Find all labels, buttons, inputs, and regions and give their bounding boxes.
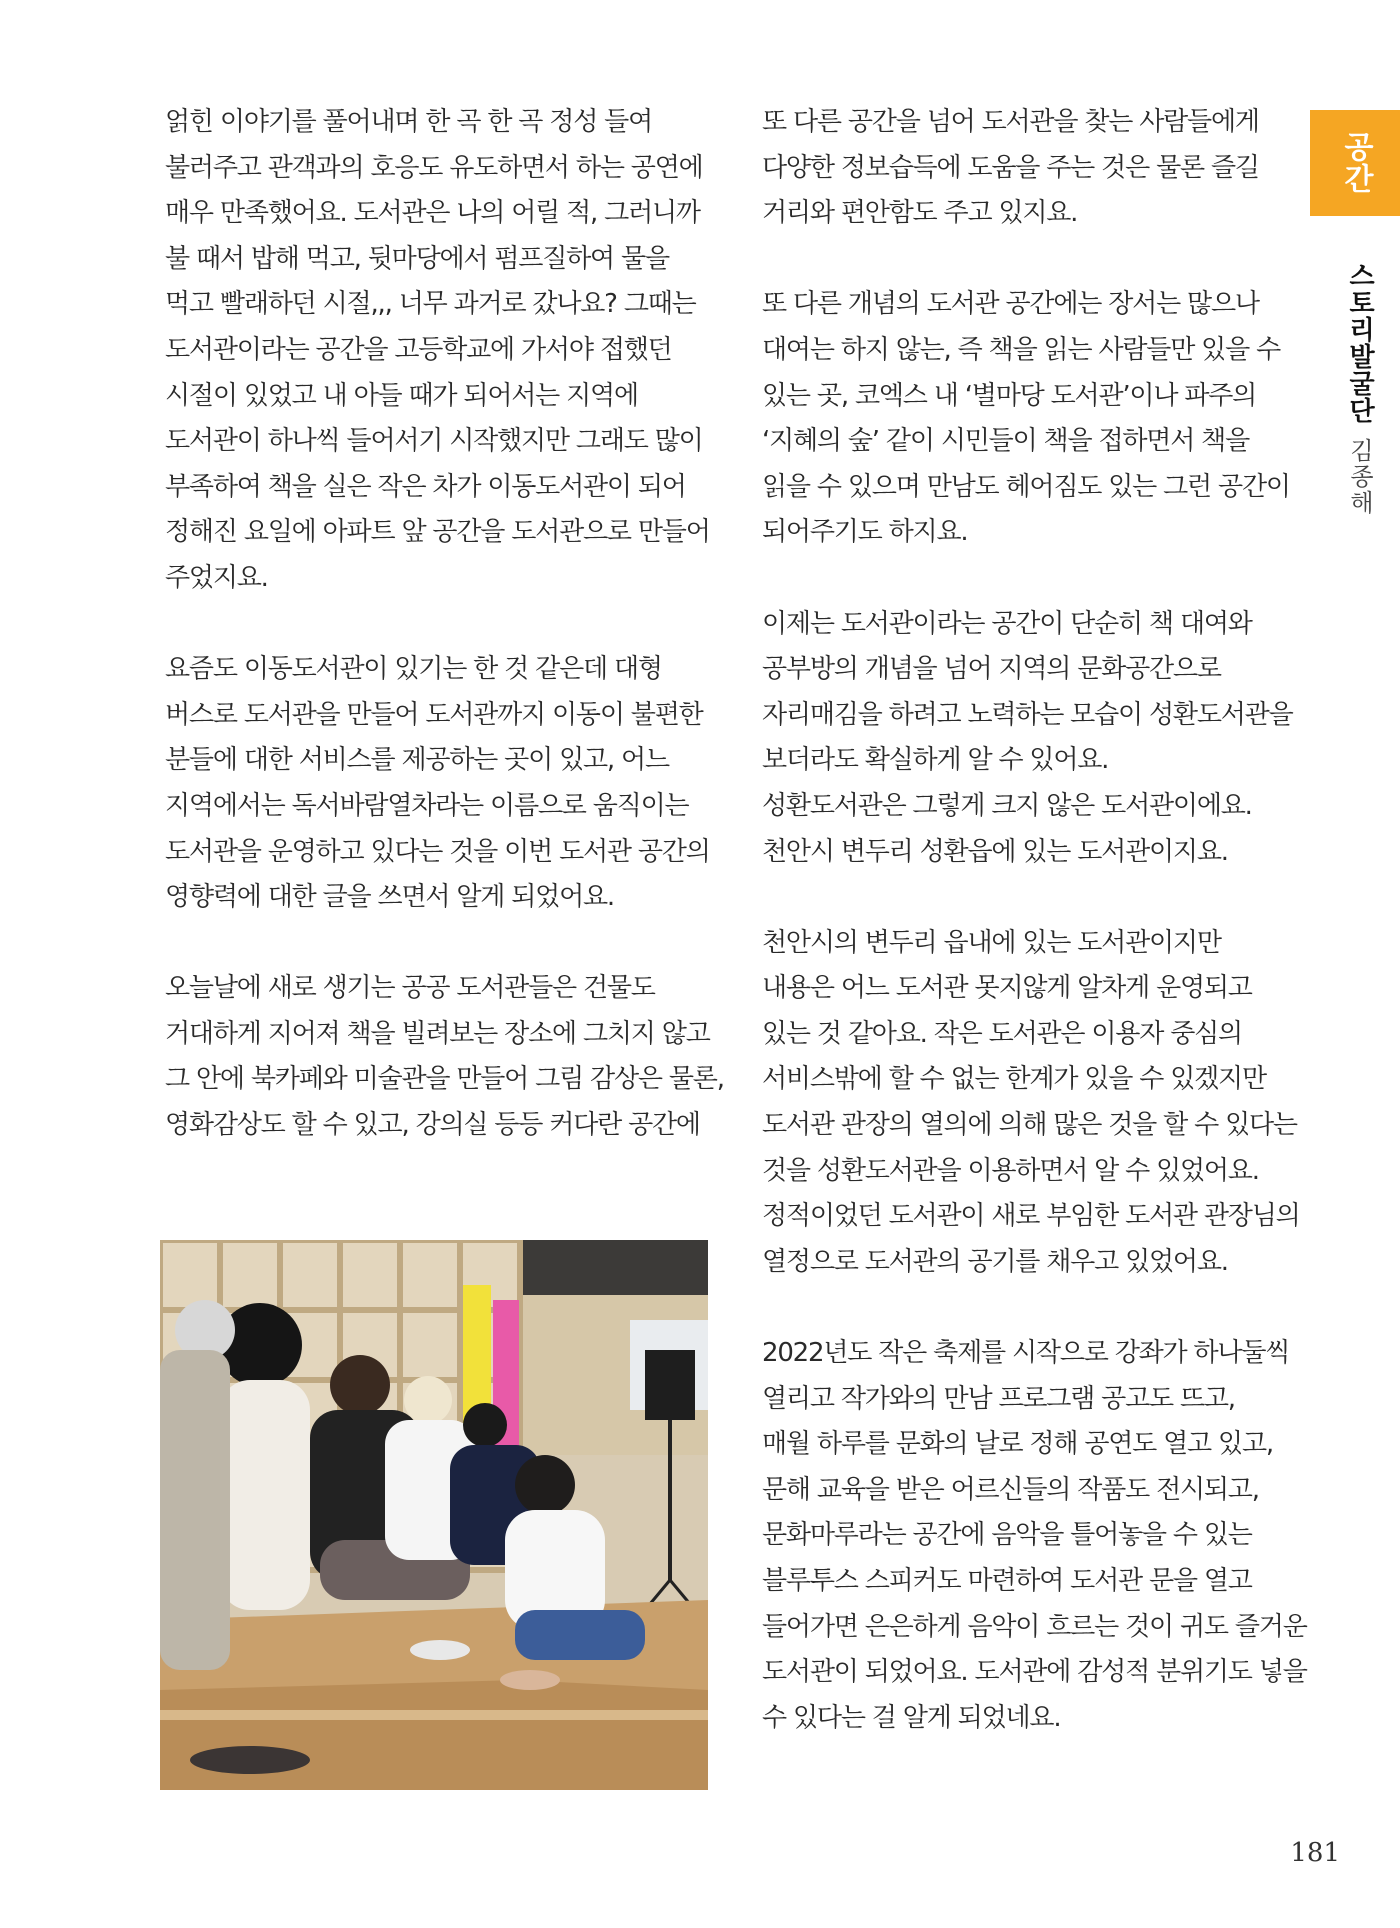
- text-line: 주었지요.: [165, 562, 268, 593]
- text-line: 또 다른 개념의 도서관 공간에는 장서는 많으나: [762, 289, 1259, 320]
- text-line: 것을 성환도서관을 이용하면서 알 수 있었어요.: [762, 1155, 1259, 1186]
- text-line: 열정으로 도서관의 공기를 채우고 있었어요.: [762, 1246, 1228, 1277]
- paragraph: [165, 100, 725, 602]
- paragraph: [165, 966, 725, 1148]
- text-line: 지역에서는 독서바람열차라는 이름으로 움직이는: [165, 790, 689, 821]
- text-line: 정해진 요일에 아파트 앞 공간을 도서관으로 만들어: [165, 517, 710, 548]
- text-line: 얽힌 이야기를 풀어내며 한 곡 한 곡 정성 들여: [165, 107, 653, 137]
- paragraph: [762, 921, 1322, 1286]
- paragraph: [762, 282, 1322, 556]
- library-photo-illustration: [160, 1240, 708, 1790]
- text-line: 들어가면 은은하게 음악이 흐르는 것이 귀도 즐거운: [762, 1611, 1307, 1642]
- text-line: 불 때서 밥해 먹고, 뒷마당에서 펌프질하여 물을: [165, 243, 669, 274]
- text-line: 이제는 도서관이라는 공간이 단순히 책 대여와: [762, 608, 1252, 639]
- text-line: 자리매김을 하려고 노력하는 모습이 성환도서관을: [762, 699, 1293, 730]
- text-line: 시절이 있었고 내 아들 때가 되어서는 지역에: [165, 380, 638, 411]
- text-line: 문해 교육을 받은 어르신들의 작품도 전시되고,: [762, 1474, 1259, 1505]
- text-line: 대여는 하지 않는, 즉 책을 읽는 사람들만 있을 수: [762, 334, 1280, 365]
- text-line: 부족하여 책을 실은 작은 차가 이동도서관이 되어: [165, 471, 686, 502]
- text-line: 오늘날에 새로 생기는 공공 도서관들은 건물도: [165, 973, 655, 1004]
- text-line: 수 있다는 걸 알게 되었네요.: [762, 1702, 1061, 1733]
- library-photo: [160, 1240, 708, 1790]
- text-line: 그 안에 북카페와 미술관을 만들어 그림 감상은 물론,: [165, 1064, 724, 1095]
- series-title: 스토리발굴단: [1344, 262, 1375, 424]
- text-line: 서비스밖에 할 수 없는 한계가 있을 수 있겠지만: [762, 1064, 1266, 1095]
- section-tab: [1310, 110, 1400, 216]
- text-line: 또 다른 공간을 넘어 도서관을 찾는 사람들에게: [762, 107, 1259, 137]
- text-line: 버스로 도서관을 만들어 도서관까지 이동이 불편한: [165, 699, 703, 730]
- section-tab-label: 공간: [1338, 131, 1373, 195]
- paragraph: [762, 1331, 1322, 1741]
- text-line: 되어주기도 하지요.: [762, 517, 968, 548]
- text-line: 열리고 작가와의 만남 프로그램 공고도 뜨고,: [762, 1383, 1235, 1414]
- text-line: 있는 곳, 코엑스 내 ‘별마당 도서관’이나 파주의: [762, 380, 1257, 411]
- author-name: 김종해: [1345, 438, 1374, 516]
- text-line: 정적이었던 도서관이 새로 부임한 도서관 관장님의: [762, 1201, 1300, 1232]
- text-line: 분들에 대한 서비스를 제공하는 곳이 있고, 어느: [165, 745, 669, 776]
- paragraph: [165, 647, 725, 921]
- text-line: 블루투스 스피커도 마련하여 도서관 문을 열고: [762, 1566, 1252, 1596]
- text-line: 도서관이 되었어요. 도서관에 감성적 분위기도 넣을: [762, 1657, 1307, 1688]
- text-line: 보더라도 확실하게 알 수 있어요.: [762, 745, 1109, 776]
- text-line: 내용은 어느 도서관 못지않게 알차게 운영되고: [762, 973, 1252, 1004]
- text-line: 매월 하루를 문화의 날로 정해 공연도 열고 있고,: [762, 1429, 1273, 1460]
- text-line: 거대하게 지어져 책을 빌려보는 장소에 그치지 않고: [165, 1018, 710, 1049]
- text-line: 공부방의 개념을 넘어 지역의 문화공간으로: [762, 654, 1221, 685]
- text-line: 읽을 수 있으며 만남도 헤어짐도 있는 그런 공간이: [762, 471, 1290, 502]
- text-line: 영향력에 대한 글을 쓰면서 알게 되었어요.: [165, 882, 614, 913]
- text-line: 성환도서관은 그렇게 크지 않은 도서관이에요.: [762, 790, 1252, 821]
- text-line: 불러주고 관객과의 호응도 유도하면서 하는 공연에: [165, 152, 703, 183]
- text-line: 도서관이 하나씩 들어서기 시작했지만 그래도 많이: [165, 426, 703, 457]
- text-line: 먹고 빨래하던 시절,,, 너무 과거로 갔나요? 그때는: [165, 289, 696, 320]
- text-line: 영화감상도 할 수 있고, 강의실 등등 커다란 공간에: [165, 1110, 700, 1141]
- left-text-column: [165, 100, 725, 1149]
- text-line: ‘지혜의 숲’ 같이 시민들이 책을 접하면서 책을: [762, 426, 1250, 457]
- text-line: 매우 만족했어요. 도서관은 나의 어릴 적, 그러니까: [165, 198, 700, 229]
- text-line: 거리와 편안함도 주고 있지요.: [762, 198, 1078, 229]
- text-line: 문화마루라는 공간에 음악을 틀어놓을 수 있는: [762, 1520, 1252, 1551]
- right-text-column: [762, 100, 1322, 1741]
- text-line: 다양한 정보습득에 도움을 주는 것은 물론 즐길: [762, 152, 1259, 183]
- paragraph: [762, 100, 1322, 237]
- text-line: 도서관을 운영하고 있다는 것을 이번 도서관 공간의: [165, 836, 710, 867]
- text-line: 천안시의 변두리 읍내에 있는 도서관이지만: [762, 927, 1221, 958]
- paragraph: [762, 602, 1322, 876]
- series-label: [1340, 262, 1380, 516]
- page-number: 181: [1290, 1838, 1340, 1868]
- text-line: 천안시 변두리 성환읍에 있는 도서관이지요.: [762, 836, 1228, 867]
- text-line: 도서관 관장의 열의에 의해 많은 것을 할 수 있다는: [762, 1110, 1297, 1141]
- text-line: 도서관이라는 공간을 고등학교에 가서야 접했던: [165, 334, 672, 365]
- text-line: 요즘도 이동도서관이 있기는 한 것 같은데 대형: [165, 654, 662, 685]
- text-line: 있는 것 같아요. 작은 도서관은 이용자 중심의: [762, 1018, 1242, 1049]
- text-line: 2022년도 작은 축제를 시작으로 강좌가 하나둘씩: [762, 1338, 1290, 1369]
